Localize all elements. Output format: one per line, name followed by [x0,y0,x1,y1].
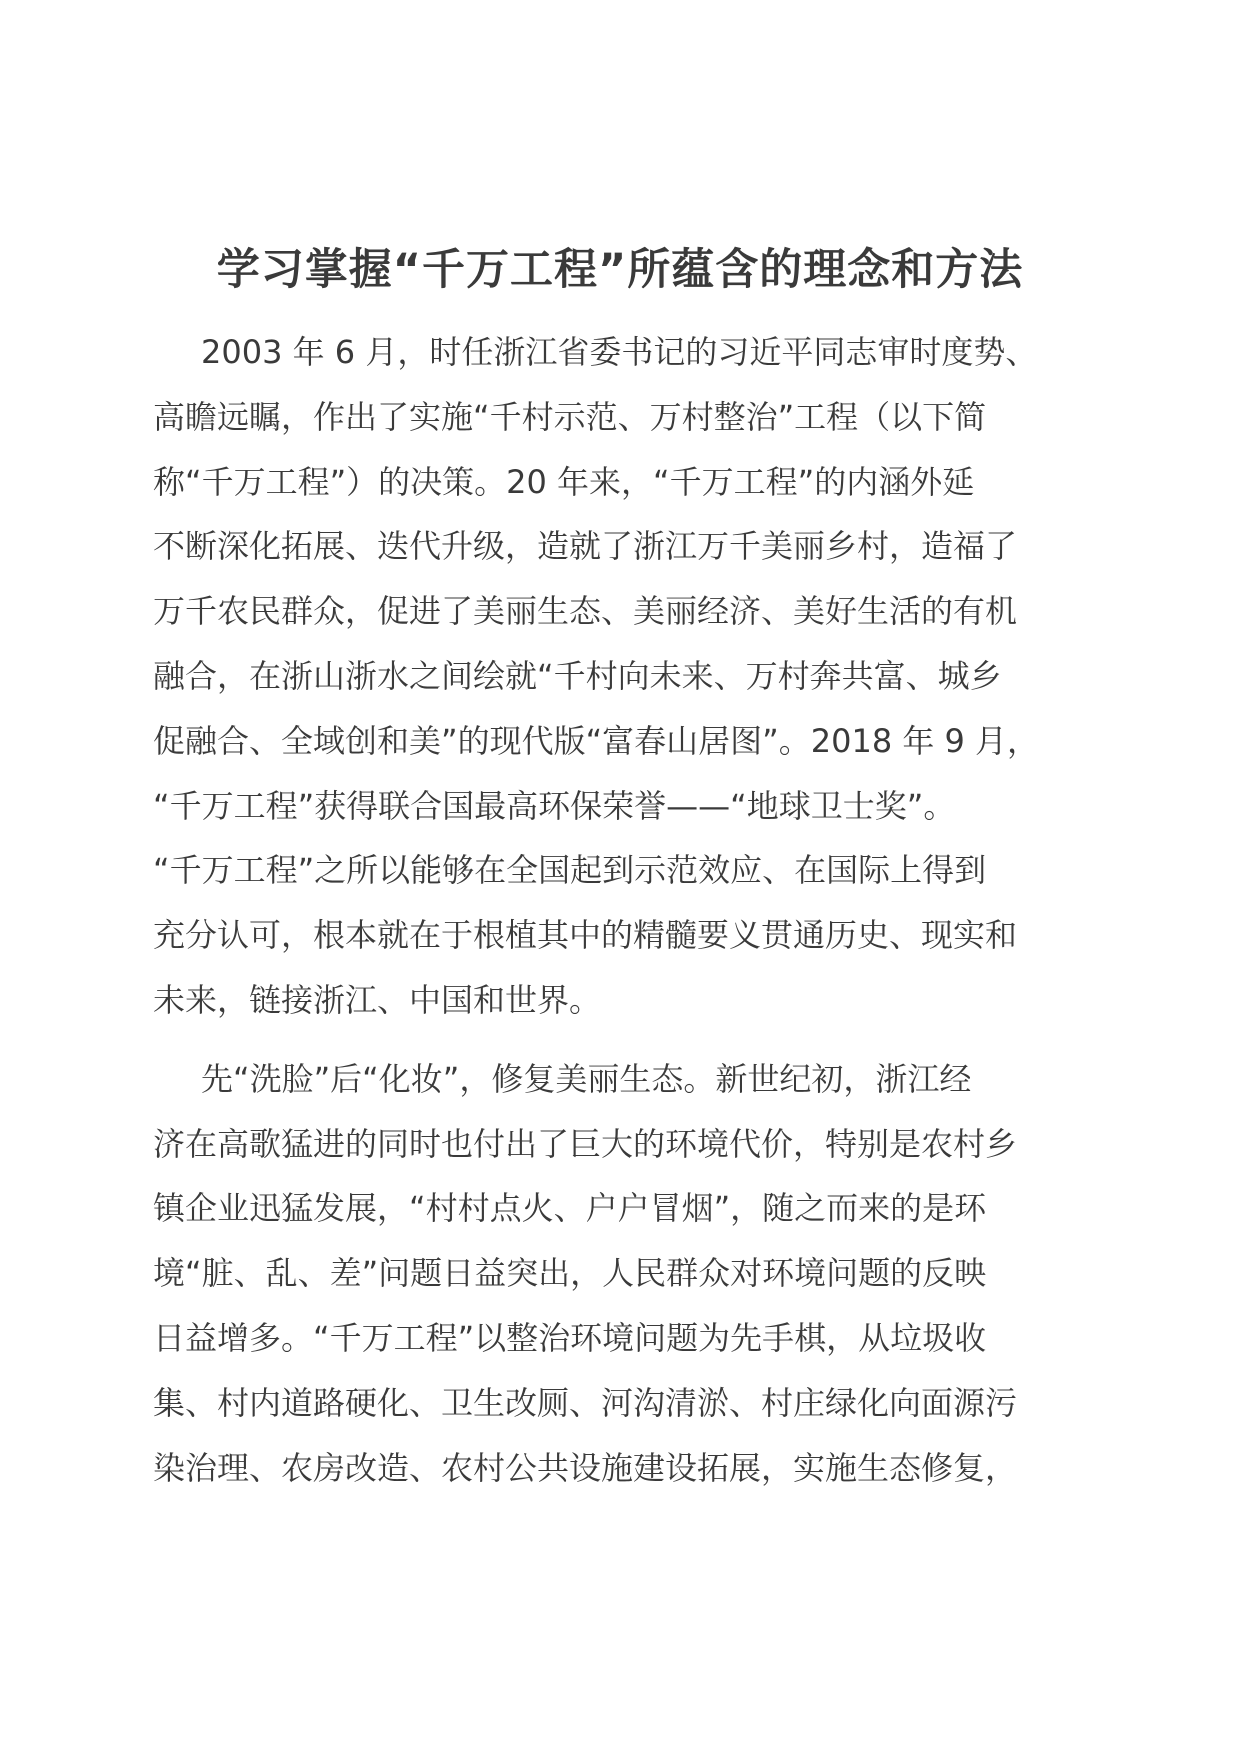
paragraph-line: 称“千万工程”）的决策。20 年来，“千万工程”的内涵外延 [153,462,975,501]
paragraph-line: 济在高歌猛进的同时也付出了巨大的环境代价，特别是农村乡 [153,1124,1018,1163]
paragraph-2 [153,1047,1093,1501]
paragraph-line: 促融合、全域创和美”的现代版“富春山居图”。2018 年 9 月， [153,721,1040,760]
paragraph-line: 未来，链接浙江、中国和世界。 [153,980,602,1019]
paragraph-line: 融合，在浙山浙水之间绘就“千村向未来、万村奔共富、城乡 [153,656,1002,695]
paragraph-line: 不断深化拓展、迭代升级，造就了浙江万千美丽乡村，造福了 [153,527,1018,566]
paragraph-line: 先“洗脸”后“化妆”，修复美丽生态。新世纪初，浙江经 [201,1059,972,1098]
paragraph-spacer [153,1033,1093,1047]
paragraph-line: 境“脏、乱、差”问题日益突出，人民群众对环境问题的反映 [153,1254,987,1293]
paragraph-line: “千万工程”之所以能够在全国起到示范效应、在国际上得到 [153,851,987,890]
document-title: 学习掌握“千万工程”所蕴含的理念和方法 [216,245,1024,295]
paragraph-line: 万千农民群众，促进了美丽生态、美丽经济、美好生活的有机 [153,592,1018,631]
paragraph-line: “千万工程”获得联合国最高环保荣誉——“地球卫士奖”。 [153,786,956,825]
paragraph-line: 日益增多。“千万工程”以整治环境问题为先手棋，从垃圾收 [153,1318,987,1357]
paragraph-line: 高瞻远瞩，作出了实施“千村示范、万村整治”工程（以下简 [153,397,987,436]
paragraph-line: 充分认可，根本就在于根植其中的精髓要义贯通历史、现实和 [153,916,1018,955]
paragraph-line: 2003 年 6 月，时任浙江省委书记的习近平同志审时度势、 [201,333,1038,371]
paragraph-line: 镇企业迅猛发展，“村村点火、户户冒烟”，随之而来的是环 [153,1189,987,1228]
document-body [153,320,1093,1500]
paragraph-1 [153,320,1093,1033]
paragraph-line: 染治理、农房改造、农村公共设施建设拓展，实施生态修复， [153,1448,1018,1487]
paragraph-line: 集、村内道路硬化、卫生改厕、河沟清淤、村庄绿化向面源污 [153,1383,1018,1422]
